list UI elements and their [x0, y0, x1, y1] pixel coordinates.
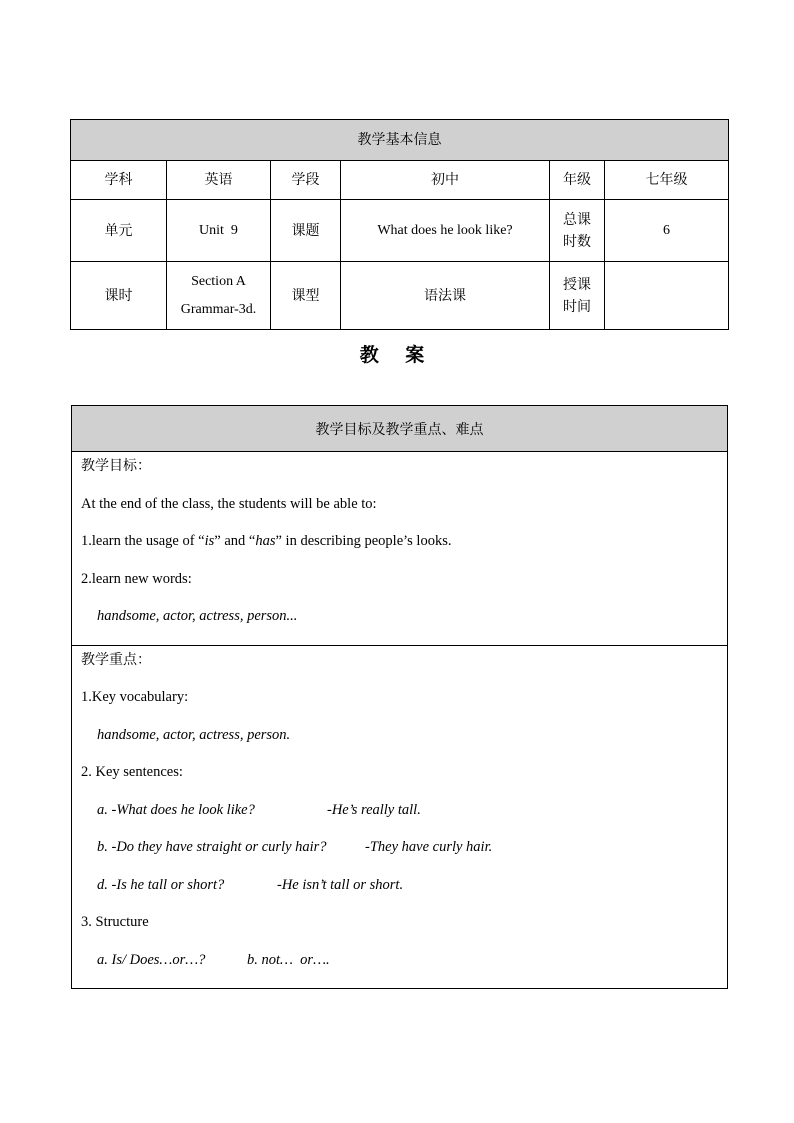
- table-row: [72, 645, 728, 989]
- period-value-line2: Grammar-3d.: [180, 301, 257, 317]
- unit-value: Unit 9: [167, 200, 271, 262]
- key-sentences-title: 2. Key sentences:: [81, 764, 183, 780]
- stage-label: 学段: [271, 161, 341, 200]
- teaching-time-label: [550, 262, 605, 330]
- sentence-d-answer: -He isn’t tall or short.: [277, 876, 404, 893]
- sentence-a-question: a. -What does he look like?: [97, 801, 255, 818]
- sentence-d: [81, 875, 718, 913]
- basic-info-table: [70, 119, 729, 330]
- stage-value: 初中: [341, 161, 550, 200]
- subject-value: 英语: [167, 161, 271, 200]
- objectives-table: [71, 405, 728, 989]
- key-points-cell: [72, 645, 728, 989]
- sentence-b: [81, 837, 718, 875]
- sentence-d-question: d. -Is he tall or short?: [97, 876, 225, 893]
- table-row: [71, 262, 729, 330]
- goals-line-2-is: is: [204, 533, 215, 549]
- key-vocab-list: handsome, actor, actress, person.: [97, 726, 291, 743]
- sentence-b-answer: -They have curly hair.: [365, 839, 493, 855]
- total-periods-label: [550, 200, 605, 262]
- topic-value: What does he look like?: [341, 200, 550, 262]
- goals-cell: [72, 452, 728, 646]
- sentence-a-answer: -He’s really tall.: [327, 801, 421, 818]
- table-row: [71, 161, 729, 200]
- goals-line-2-pre: 1.learn the usage of “: [81, 533, 205, 549]
- sentence-a: [81, 800, 718, 838]
- teaching-time-value: [605, 262, 729, 330]
- structure-line: [81, 950, 718, 988]
- unit-label: 单元: [71, 200, 167, 262]
- teaching-time-label-line2: 时间: [563, 298, 591, 315]
- goals-line-1: At the end of the class, the students will be able to:: [81, 495, 377, 512]
- goals-line-2: [81, 531, 718, 569]
- objectives-header: 教学目标及教学重点、难点: [72, 406, 728, 452]
- period-value: [167, 262, 271, 330]
- goals-line-2-has: has: [255, 533, 276, 549]
- structure-title: 3. Structure: [81, 914, 149, 930]
- table-row: [71, 200, 729, 262]
- period-value-line1: Section A: [191, 273, 246, 289]
- structure-b: b. not… or….: [247, 951, 330, 968]
- lesson-type-value: 语法课: [341, 262, 550, 330]
- goals-line-2-post: ” in describing people’s looks.: [275, 533, 452, 549]
- grade-value: 七年级: [605, 161, 729, 200]
- goals-title: 教学目标：: [81, 458, 151, 474]
- total-periods-value: 6: [605, 200, 729, 262]
- subject-label: 学科: [71, 161, 167, 200]
- goals-line-2-mid: ” and “: [214, 533, 256, 549]
- lesson-type-label: 课型: [271, 262, 341, 330]
- goals-line-4: handsome, actor, actress, person...: [97, 608, 298, 624]
- topic-label: 课题: [271, 200, 341, 262]
- grade-label: 年级: [550, 161, 605, 200]
- table-row: [72, 452, 728, 646]
- structure-a: a. Is/ Does…or…?: [97, 951, 206, 968]
- total-periods-label-line1: 总课: [563, 211, 591, 228]
- lesson-plan-heading: 教 案: [359, 344, 435, 366]
- total-periods-label-line2: 时数: [563, 233, 591, 250]
- teaching-time-label-line1: 授课: [563, 276, 591, 293]
- goals-line-3: 2.learn new words:: [81, 570, 192, 587]
- sentence-b-question: b. -Do they have straight or curly hair?: [97, 839, 327, 855]
- key-vocab-title: 1.Key vocabulary:: [81, 689, 189, 705]
- period-label: 课时: [71, 262, 167, 330]
- basic-info-header: 教学基本信息: [71, 120, 729, 161]
- key-points-title: 教学重点：: [81, 651, 151, 668]
